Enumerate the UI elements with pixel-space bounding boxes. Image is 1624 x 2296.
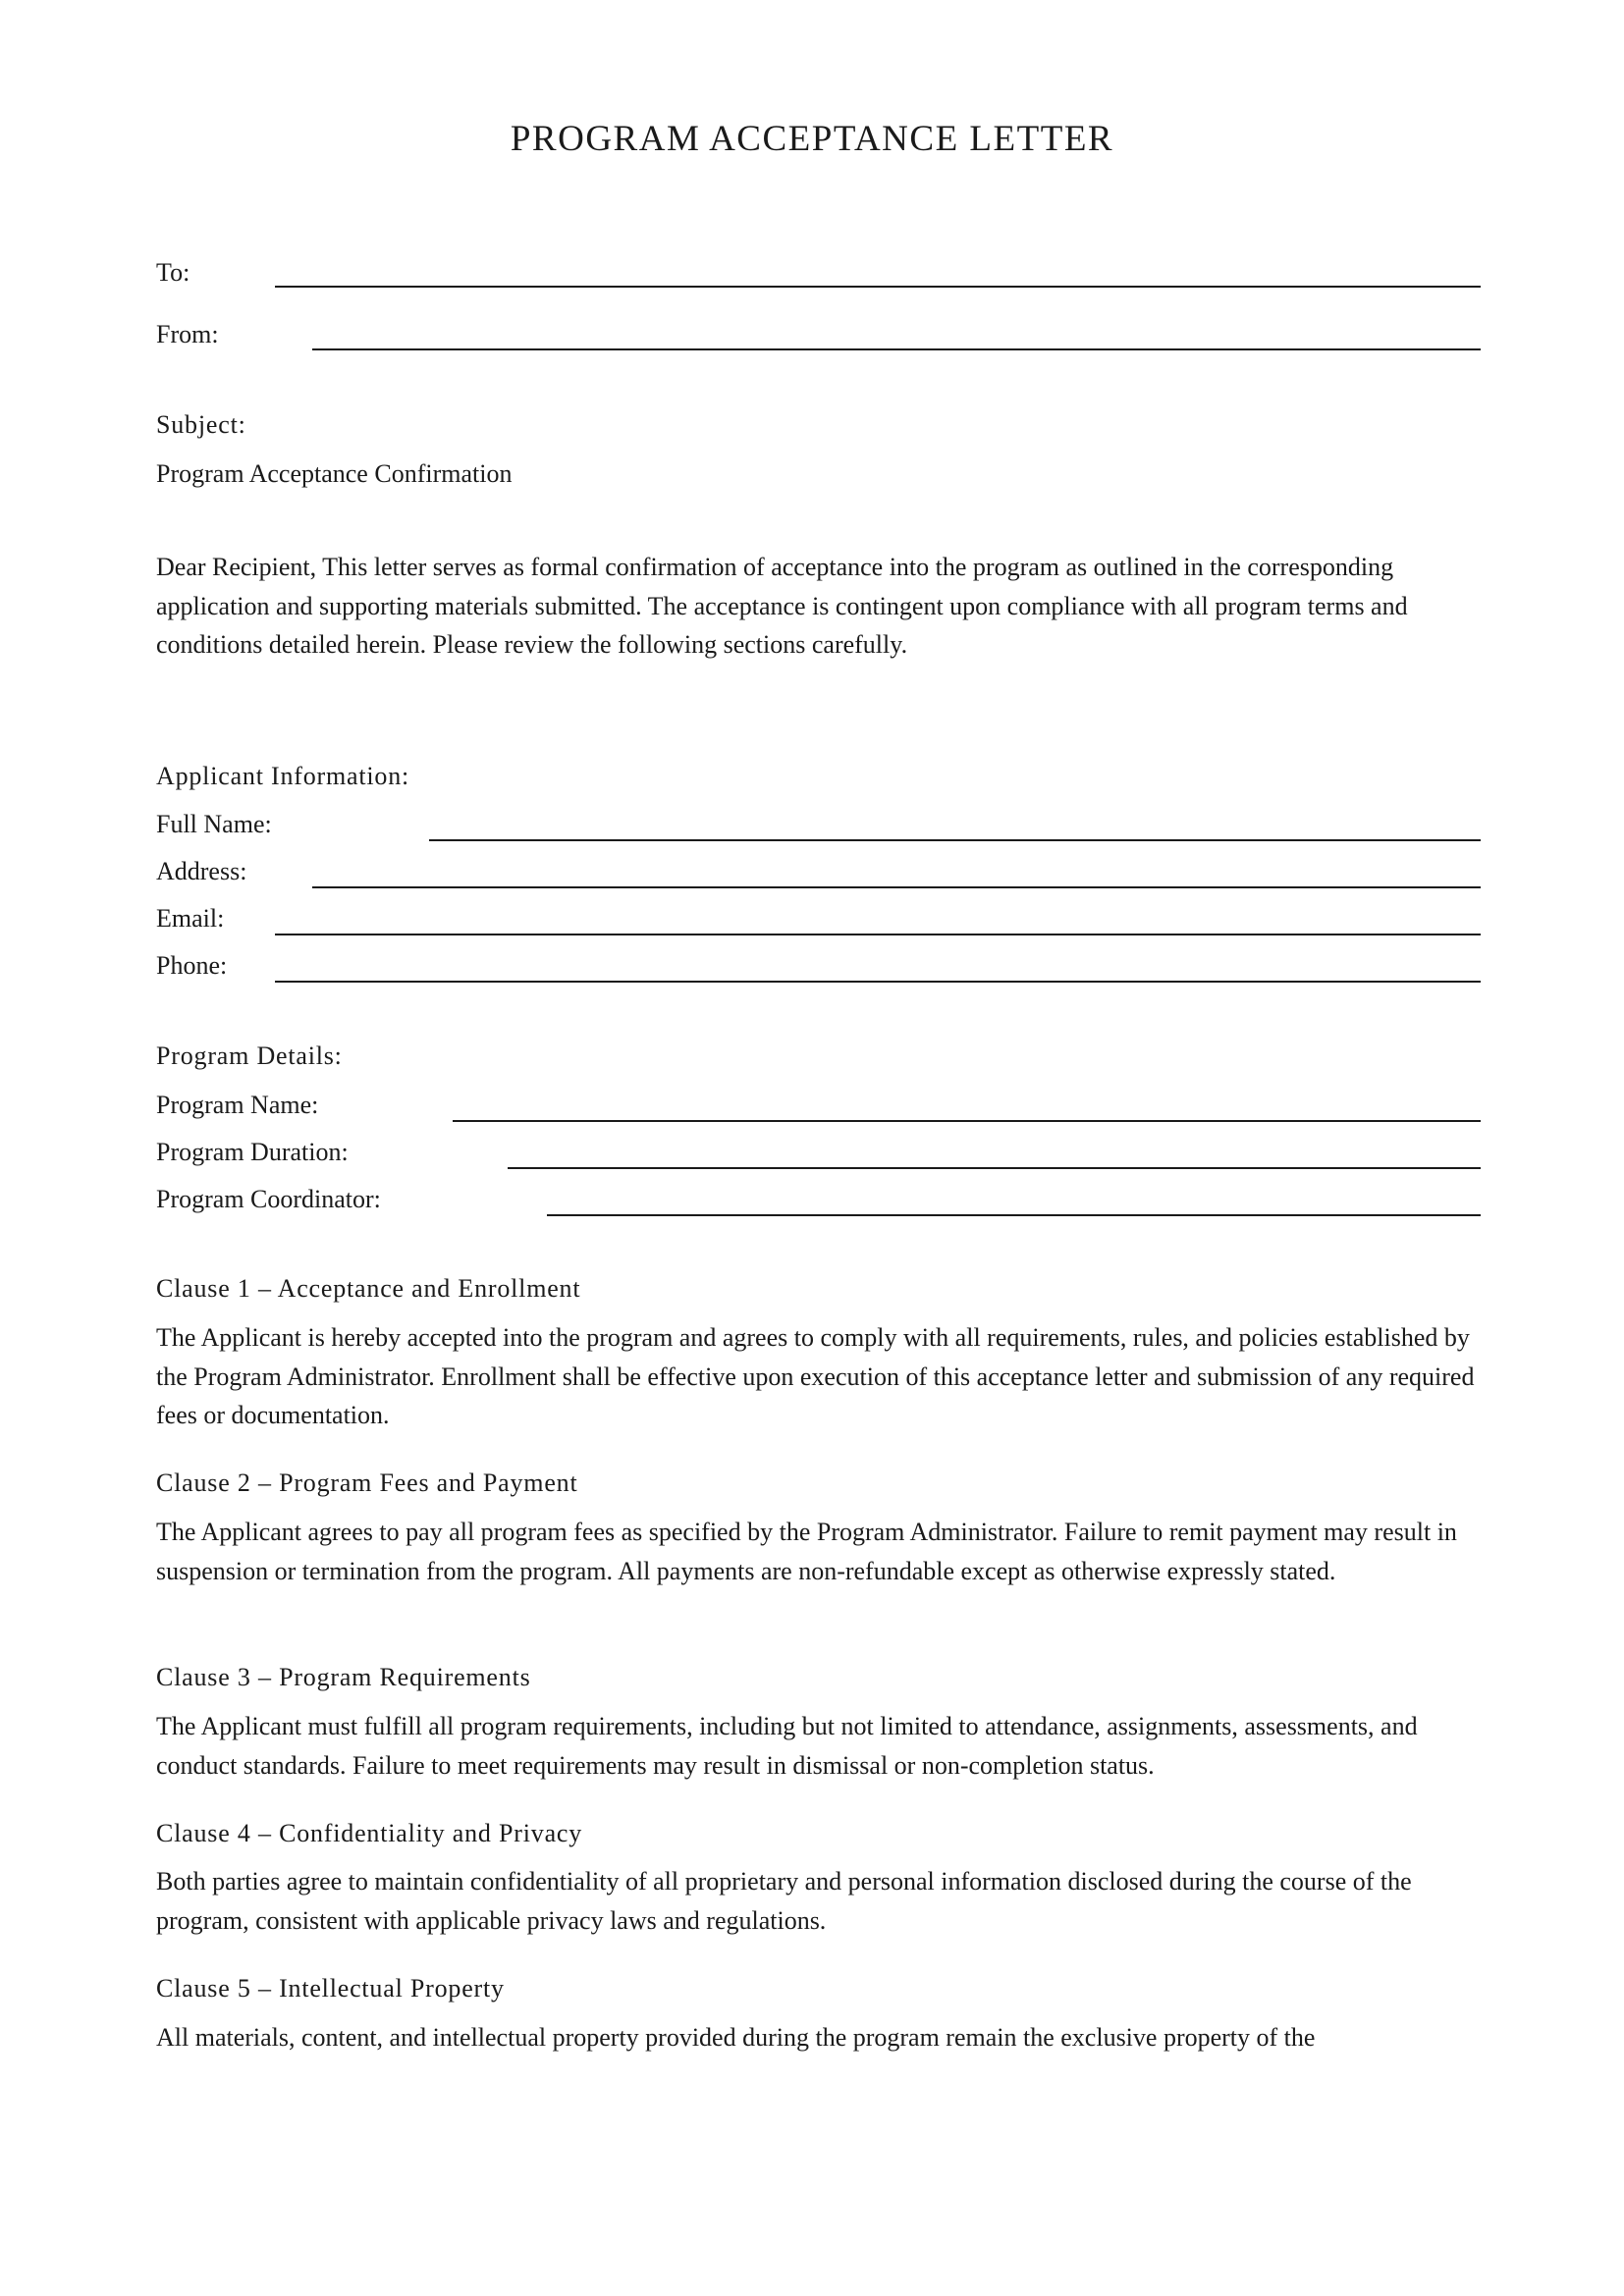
email-field[interactable] bbox=[275, 934, 1481, 935]
subject-value: Program Acceptance Confirmation bbox=[156, 459, 513, 488]
program-duration-field[interactable] bbox=[508, 1167, 1481, 1169]
intro-paragraph: Dear Recipient, This letter serves as formal confirmation of acceptance into the program as outlined in the corresponding application and supporting materials submitted. The acceptance is contingent upon compliance with all program terms and conditions detailed herein. Please review the following sections carefully. bbox=[156, 553, 1408, 659]
from-label: From: bbox=[156, 320, 219, 348]
full-name-label: Full Name: bbox=[156, 810, 272, 838]
from-field[interactable] bbox=[312, 348, 1481, 350]
program-name-label: Program Name: bbox=[156, 1091, 319, 1119]
document-title: PROGRAM ACCEPTANCE LETTER bbox=[510, 119, 1114, 159]
program-name-field[interactable] bbox=[453, 1120, 1481, 1122]
clause-2-body: The Applicant agrees to pay all program fees as specified by the Program Administrator. Failure to remit payment may result in suspension or termination from the program. All payments are non-refundable except as otherwise expressly stated. bbox=[156, 1518, 1457, 1585]
address-field[interactable] bbox=[312, 886, 1481, 888]
clause-2-heading: Clause 2 – Program Fees and Payment bbox=[156, 1468, 578, 1497]
subject-label: Subject: bbox=[156, 410, 246, 439]
to-label: To: bbox=[156, 258, 190, 287]
full-name-field[interactable] bbox=[429, 839, 1481, 841]
phone-field[interactable] bbox=[275, 981, 1481, 983]
to-field[interactable] bbox=[275, 286, 1481, 288]
clause-3-body: The Applicant must fulfill all program requirements, including but not limited to attendance, assignments, assessments, and conduct standards. Failure to meet requirements may result in dismissal or non-completion status. bbox=[156, 1712, 1418, 1780]
clause-1-heading: Clause 1 – Acceptance and Enrollment bbox=[156, 1274, 581, 1303]
clause-5-heading: Clause 5 – Intellectual Property bbox=[156, 1974, 505, 2002]
program-duration-label: Program Duration: bbox=[156, 1138, 349, 1166]
clause-4-body: Both parties agree to maintain confidentiality of all proprietary and personal information disclosed during the course of the program, consistent with applicable privacy laws and regulations. bbox=[156, 1867, 1412, 1935]
clause-5-body: All materials, content, and intellectual property provided during the program remain the exclusive property of the bbox=[156, 2023, 1316, 2052]
program-coordinator-label: Program Coordinator: bbox=[156, 1185, 381, 1213]
program-heading: Program Details: bbox=[156, 1041, 343, 1070]
clause-3-heading: Clause 3 – Program Requirements bbox=[156, 1663, 531, 1691]
program-coordinator-field[interactable] bbox=[547, 1214, 1481, 1216]
clause-4-heading: Clause 4 – Confidentiality and Privacy bbox=[156, 1819, 583, 1847]
applicant-heading: Applicant Information: bbox=[156, 762, 410, 790]
email-label: Email: bbox=[156, 904, 225, 933]
address-label: Address: bbox=[156, 857, 247, 885]
clause-1-body: The Applicant is hereby accepted into the program and agrees to comply with all requirements, rules, and policies established by the Program Administrator. Enrollment shall be effective upon execution of this acceptance letter and submission of any required fees or documentation. bbox=[156, 1323, 1475, 1429]
phone-label: Phone: bbox=[156, 951, 228, 980]
